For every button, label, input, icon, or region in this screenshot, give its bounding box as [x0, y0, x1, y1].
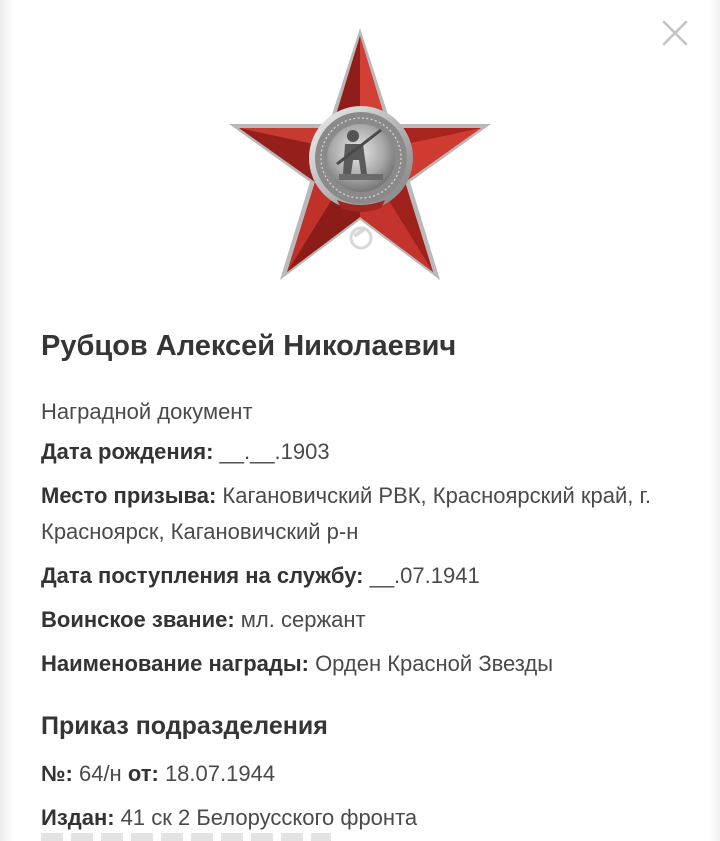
- field-label: Воинское звание:: [41, 607, 235, 632]
- order-section-title: Приказ подразделения: [41, 712, 328, 740]
- field-value: __.07.1941: [363, 563, 480, 588]
- document-type: Наградной документ: [41, 399, 253, 424]
- order-date-value: 18.07.1944: [158, 761, 276, 786]
- field-order-issued-by: [41, 800, 691, 836]
- field-military-rank: [41, 602, 691, 638]
- field-value: Кагановичский РВК, Красноярский край, г. Красноярск, Кагановичский р-н: [41, 483, 651, 544]
- field-label: Дата поступления на службу:: [41, 563, 364, 588]
- person-name: Рубцов Алексей Николаевич: [41, 330, 457, 362]
- field-conscription-place: [41, 478, 691, 550]
- order-number-value: 64/н: [72, 761, 128, 786]
- panel-right-shadow: [710, 0, 720, 841]
- issued-value: 41 ск 2 Белорусского фронта: [114, 805, 418, 830]
- field-label: Дата рождения:: [41, 439, 214, 464]
- field-value: мл. сержант: [234, 607, 366, 632]
- order-number-label: №:: [41, 761, 73, 786]
- award-details: [41, 326, 691, 841]
- panel-left-shadow: [0, 0, 14, 841]
- field-label: Наименование награды:: [41, 651, 309, 676]
- field-label: Место призыва:: [41, 483, 217, 508]
- field-value: Орден Красной Звезды: [308, 651, 554, 676]
- field-service-start-date: [41, 558, 691, 594]
- close-button[interactable]: [656, 14, 694, 52]
- order-date-label: от:: [127, 761, 159, 786]
- field-birth-date: [41, 434, 691, 470]
- field-order-number: [41, 756, 691, 792]
- field-award-name: [41, 646, 691, 682]
- issued-label: Издан:: [41, 805, 115, 830]
- order-red-star-medal-icon: [225, 24, 495, 286]
- next-line-cutoff: [41, 833, 331, 841]
- field-value: __.__.1903: [213, 439, 330, 464]
- close-icon: [662, 20, 688, 46]
